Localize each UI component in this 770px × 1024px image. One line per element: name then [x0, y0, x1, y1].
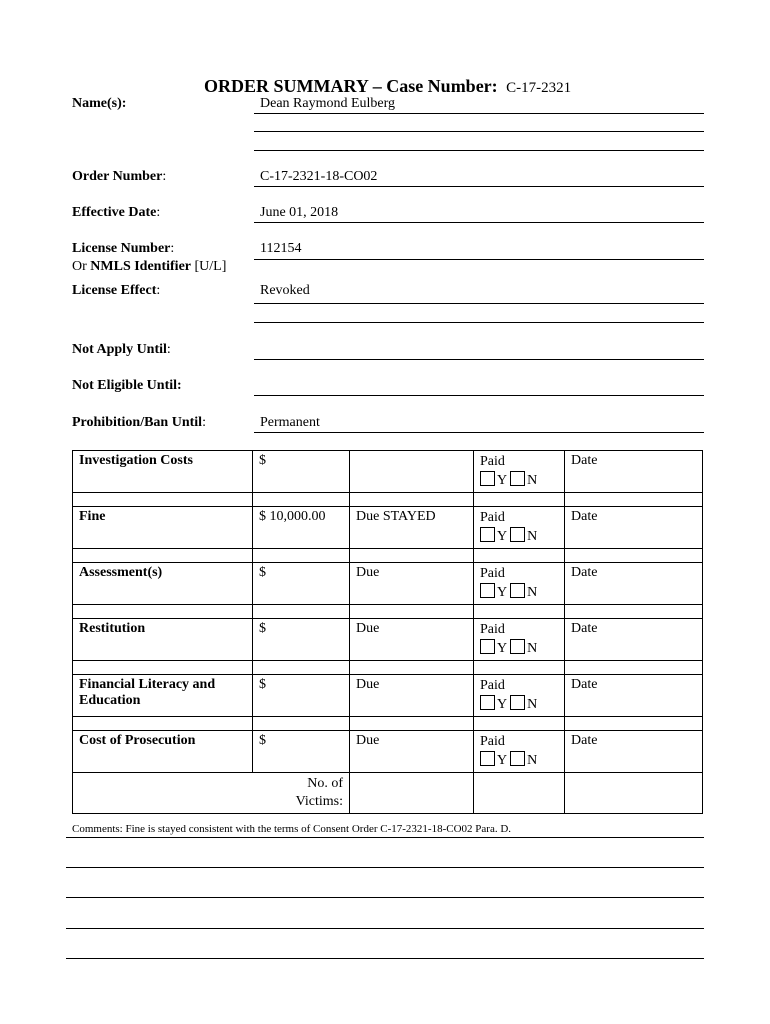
- spacer-cell: [350, 717, 474, 731]
- paid-options: [480, 471, 558, 490]
- paid-options: [480, 751, 558, 770]
- paid-no-checkbox[interactable]: [510, 695, 525, 710]
- victims-empty-cell: [565, 773, 703, 814]
- spacer-cell: [474, 661, 565, 675]
- paid-yes-label: Y: [497, 529, 507, 544]
- prohibition-label: Prohibition/Ban Until:: [72, 415, 206, 430]
- spacer-cell: [565, 605, 703, 619]
- spacer-cell: [73, 493, 253, 507]
- spacer-cell: [73, 605, 253, 619]
- spacer-cell: [565, 717, 703, 731]
- victims-empty-cell: [474, 773, 565, 814]
- paid-no-checkbox[interactable]: [510, 639, 525, 654]
- effective-date-label: Effective Date:: [72, 205, 161, 220]
- names-line-2: [254, 131, 704, 132]
- prohibition-line: [254, 432, 704, 433]
- cost-item-label: Financial Literacy and Education: [73, 675, 253, 717]
- paid-date-cell[interactable]: Date: [565, 563, 703, 605]
- paid-yes-label: Y: [497, 473, 507, 488]
- license-number-value[interactable]: 112154: [260, 241, 302, 256]
- cost-row-spacer: [73, 493, 703, 507]
- case-number: C-17-2321: [506, 80, 572, 96]
- victims-count[interactable]: [350, 773, 474, 814]
- spacer-cell: [350, 661, 474, 675]
- paid-cell: [474, 675, 565, 717]
- cost-amount[interactable]: $: [253, 563, 350, 605]
- paid-no-label: N: [527, 585, 538, 600]
- cost-due[interactable]: [350, 451, 474, 493]
- spacer-cell: [474, 493, 565, 507]
- nmls-label: Or NMLS Identifier [U/L]: [72, 259, 227, 274]
- costs-table: [72, 450, 703, 814]
- names-label: Name(s):: [72, 96, 127, 111]
- order-number-value[interactable]: C-17-2321-18-CO02: [260, 169, 378, 184]
- paid-cell: [474, 451, 565, 493]
- license-effect-line-1: [254, 303, 704, 304]
- cost-due[interactable]: Due: [350, 675, 474, 717]
- spacer-cell: [73, 661, 253, 675]
- paid-options: [480, 695, 558, 714]
- paid-date-cell[interactable]: Date: [565, 675, 703, 717]
- cost-item-label: Assessment(s): [73, 563, 253, 605]
- paid-label: Paid: [480, 510, 505, 525]
- cost-item-label: Fine: [73, 507, 253, 549]
- paid-yes-checkbox[interactable]: [480, 751, 495, 766]
- paid-no-checkbox[interactable]: [510, 527, 525, 542]
- paid-no-checkbox[interactable]: [510, 751, 525, 766]
- paid-no-label: N: [527, 473, 538, 488]
- names-value[interactable]: Dean Raymond Eulberg: [260, 96, 396, 111]
- effective-date-line: [254, 222, 704, 223]
- victims-row: [73, 773, 703, 814]
- cost-row: [73, 731, 703, 773]
- paid-label: Paid: [480, 734, 505, 749]
- paid-no-checkbox[interactable]: [510, 583, 525, 598]
- spacer-cell: [253, 605, 350, 619]
- cost-row: [73, 675, 703, 717]
- spacer-cell: [474, 549, 565, 563]
- paid-yes-checkbox[interactable]: [480, 527, 495, 542]
- order-number-label: Order Number:: [72, 169, 167, 184]
- spacer-cell: [253, 493, 350, 507]
- not-apply-until-line[interactable]: [254, 359, 704, 360]
- cost-due[interactable]: Due: [350, 731, 474, 773]
- paid-options: [480, 639, 558, 658]
- spacer-cell: [565, 493, 703, 507]
- paid-cell: [474, 563, 565, 605]
- spacer-cell: [253, 661, 350, 675]
- paid-yes-label: Y: [497, 585, 507, 600]
- comments-text: Comments: Fine is stayed consistent with the terms of Consent Order C-17-2321-18-CO02 Para. D.: [72, 823, 512, 835]
- spacer-cell: [73, 717, 253, 731]
- cost-row-spacer: [73, 549, 703, 563]
- cost-due[interactable]: Due: [350, 563, 474, 605]
- comments-line-3: [66, 897, 704, 898]
- paid-cell: [474, 619, 565, 661]
- cost-row: [73, 563, 703, 605]
- paid-no-label: N: [527, 697, 538, 712]
- cost-row-spacer: [73, 661, 703, 675]
- paid-yes-checkbox[interactable]: [480, 639, 495, 654]
- spacer-cell: [565, 661, 703, 675]
- comments-line-4: [66, 928, 704, 929]
- license-effect-line-2: [254, 322, 704, 323]
- names-line-1: [254, 113, 704, 114]
- paid-yes-label: Y: [497, 697, 507, 712]
- cost-amount[interactable]: $: [253, 619, 350, 661]
- spacer-cell: [350, 493, 474, 507]
- not-apply-until-label: Not Apply Until:: [72, 342, 171, 357]
- spacer-cell: [350, 549, 474, 563]
- effective-date-value[interactable]: June 01, 2018: [260, 205, 339, 220]
- names-line-3: [254, 150, 704, 151]
- cost-amount[interactable]: $ 10,000.00: [253, 507, 350, 549]
- paid-options: [480, 527, 558, 546]
- paid-yes-checkbox[interactable]: [480, 471, 495, 486]
- paid-yes-label: Y: [497, 641, 507, 656]
- paid-cell: [474, 507, 565, 549]
- paid-label: Paid: [480, 454, 505, 469]
- title-text: ORDER SUMMARY – Case Number:: [204, 76, 498, 96]
- license-effect-label: License Effect:: [72, 283, 161, 298]
- paid-no-label: N: [527, 753, 538, 768]
- cost-item-label: Investigation Costs: [73, 451, 253, 493]
- license-number-line: [254, 259, 704, 260]
- cost-amount[interactable]: $: [253, 675, 350, 717]
- paid-yes-checkbox[interactable]: [480, 583, 495, 598]
- license-effect-value[interactable]: Revoked: [260, 283, 310, 298]
- cost-row: [73, 507, 703, 549]
- paid-yes-checkbox[interactable]: [480, 695, 495, 710]
- comments-line-5: [66, 958, 704, 959]
- cost-item-label: Restitution: [73, 619, 253, 661]
- spacer-cell: [73, 549, 253, 563]
- cost-due[interactable]: Due STAYED: [350, 507, 474, 549]
- paid-label: Paid: [480, 622, 505, 637]
- paid-date-cell[interactable]: Date: [565, 451, 703, 493]
- paid-no-checkbox[interactable]: [510, 471, 525, 486]
- spacer-cell: [474, 605, 565, 619]
- spacer-cell: [350, 605, 474, 619]
- paid-yes-label: Y: [497, 753, 507, 768]
- not-eligible-until-line[interactable]: [254, 395, 704, 396]
- spacer-cell: [253, 717, 350, 731]
- paid-cell: [474, 731, 565, 773]
- page-title: [204, 76, 571, 97]
- cost-amount[interactable]: $: [253, 731, 350, 773]
- cost-amount[interactable]: $: [253, 451, 350, 493]
- paid-date-cell[interactable]: Date: [565, 507, 703, 549]
- paid-label: Paid: [480, 566, 505, 581]
- cost-row-spacer: [73, 605, 703, 619]
- paid-no-label: N: [527, 641, 538, 656]
- victims-label: No. of Victims:: [73, 773, 350, 814]
- prohibition-value[interactable]: Permanent: [260, 415, 320, 430]
- cost-row-spacer: [73, 717, 703, 731]
- spacer-cell: [474, 717, 565, 731]
- order-number-line: [254, 186, 704, 187]
- paid-options: [480, 583, 558, 602]
- spacer-cell: [565, 549, 703, 563]
- comments-line-1: [66, 837, 704, 838]
- paid-label: Paid: [480, 678, 505, 693]
- cost-row: [73, 451, 703, 493]
- paid-date-cell[interactable]: Date: [565, 619, 703, 661]
- spacer-cell: [253, 549, 350, 563]
- not-eligible-until-label: Not Eligible Until:: [72, 378, 182, 393]
- cost-item-label: Cost of Prosecution: [73, 731, 253, 773]
- paid-date-cell[interactable]: Date: [565, 731, 703, 773]
- cost-due[interactable]: Due: [350, 619, 474, 661]
- license-number-label: License Number:: [72, 241, 175, 256]
- cost-row: [73, 619, 703, 661]
- paid-no-label: N: [527, 529, 538, 544]
- comments-line-2: [66, 867, 704, 868]
